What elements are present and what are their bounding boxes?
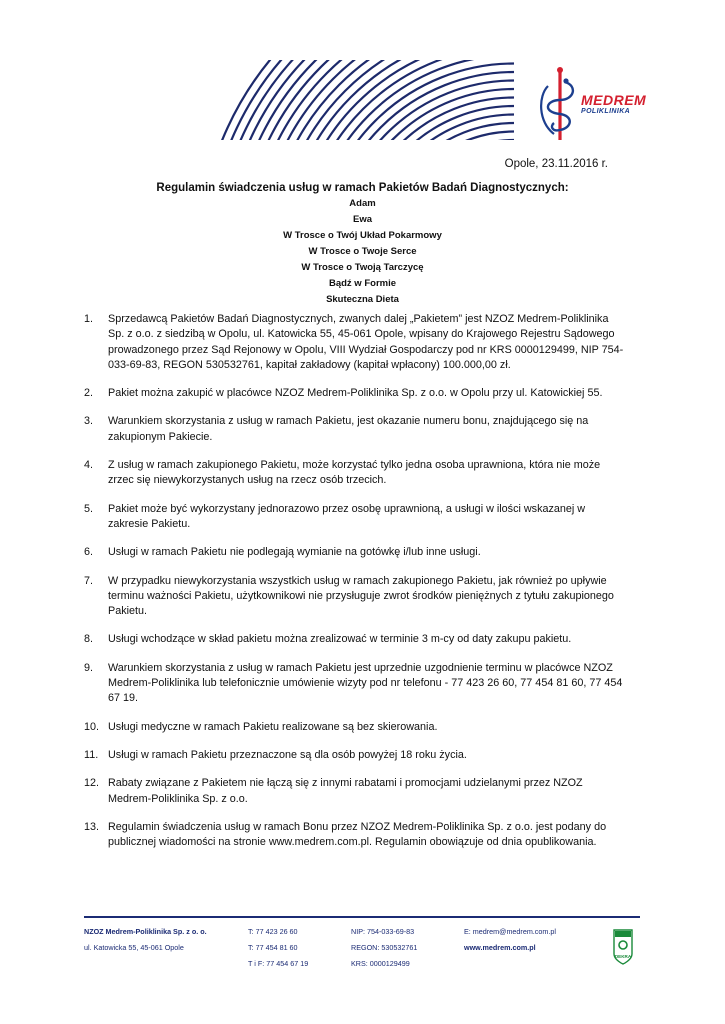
footer-nip: NIP: 754-033-69-83 [351, 927, 415, 936]
rule-text: Pakiet może być wykorzystany jednorazowo przez osobę uprawnioną, a usługi w ilości wskazanej w zakresie Pakietu. [108, 502, 586, 530]
logo-brand-text: MEDREM [581, 92, 647, 108]
rule-number: 13. [84, 820, 100, 833]
rule-number: 12. [84, 777, 100, 790]
title-heading: Regulamin świadczenia usług w ramach Pakietów Badań Diagnostycznych: [156, 182, 569, 194]
rule-number: 4. [84, 459, 94, 472]
rule-number: 10. [84, 720, 100, 733]
footer-regon: REGON: 530532761 [351, 943, 418, 952]
rule-number: 11. [84, 748, 99, 761]
rule-text: Sprzedawcą Pakietów Badań Diagnostycznych, zwanych dalej „Pakietem” jest NZOZ Medrem-Poliklinika Sp. z o.o. z siedzibą w Opolu, ul. Katowicka 55, 45-061 Opole, wpisany do Krajowego Rejestru Sądowego prowadzonego przez Sąd Rejonowy w Opolu, VIII Wydział Gospodarczy pod nr KRS 0000129499, NIP 754-033-69-83, REGON 530532761, kapitał zakładowy (kapitał wpłacony) 100.000,00 zł. [108, 313, 624, 371]
rule-number: 6. [84, 546, 94, 559]
rule-item [84, 386, 624, 401]
rule-text: Regulamin świadczenia usług w ramach Bonu przez NZOZ Medrem-Poliklinika Sp. z o.o. jest podany do publicznej wiadomości na stronie www.medrem.com.pl. Regulamin obowiązuje od dnia opublikowania. [108, 820, 607, 849]
rule-text: Warunkiem skorzystania z usług w ramach Pakietu, jest okazanie numeru bonu, znajdującego się na zakupionym Pakiecie. [108, 415, 589, 443]
rule-item [84, 545, 624, 560]
logo-wordmark [581, 93, 646, 116]
footer-company-name: NZOZ Medrem-Poliklinika Sp. z o. o. [84, 927, 207, 936]
rule-item [84, 458, 624, 489]
rule-item [84, 820, 624, 851]
rule-text: W przypadku niewykorzystania wszystkich usług w ramach zakupionego Pakietu, jak również po upływie terminu ważności Pakietu, użytkownikowi nie przysługuje zwrot środków pieniężnych z tytułu zakupionego Pakietu. [108, 574, 614, 618]
rule-item [84, 720, 624, 735]
package-name: Ewa [352, 214, 372, 225]
rule-number: 5. [84, 502, 94, 515]
rule-text: Usługi wchodzące w skład pakietu można zrealizować w terminie 3 m-cy od daty zakupu pakietu. [108, 633, 572, 646]
rule-item [84, 414, 624, 445]
rule-number: 1. [84, 313, 94, 325]
rules-list [84, 312, 624, 863]
rule-text: Usługi w ramach Pakietu przeznaczone są dla osób powyżej 18 roku życia. [108, 748, 467, 761]
footer-contact-column [464, 924, 556, 956]
footer-website-link[interactable]: www.medrem.com.pl [464, 943, 536, 952]
rule-number: 9. [84, 661, 94, 674]
footer-phone: T: 77 454 81 60 [248, 943, 298, 952]
footer-phone: T: 77 423 26 60 [248, 927, 298, 936]
rule-text: Usługi w ramach Pakietu nie podlegają wymianie na gotówkę i/lub inne usługi. [108, 546, 481, 559]
rule-item [84, 776, 624, 807]
rule-number: 7. [84, 574, 94, 587]
rule-number: 3. [84, 415, 94, 428]
footer-divider [84, 916, 640, 918]
letterhead [0, 0, 725, 150]
package-name: Adam [349, 198, 376, 209]
document-date: Opole, 23.11.2016 r. [504, 158, 608, 170]
rule-text: Pakiet można zakupić w placówce NZOZ Medrem-Poliklinika Sp. z o.o. w Opolu przy ul. Katowickiej 55. [108, 387, 603, 400]
package-name: W Trosce o Twoje Serce [308, 246, 417, 257]
footer-phone-column [248, 924, 308, 972]
logo-sub-text: POLIKLINIKA [581, 108, 631, 115]
rule-item [84, 661, 624, 707]
footer-company-column [84, 924, 207, 956]
document-title [0, 180, 725, 308]
package-name: W Trosce o Twoją Tarczycę [301, 262, 424, 273]
package-name: Skuteczna Dieta [326, 294, 399, 305]
rule-number: 8. [84, 633, 94, 646]
rule-text: Warunkiem skorzystania z usług w ramach Pakietu jest uprzednie uzgodnienie terminu w placówce NZOZ Medrem-Poliklinika lub telefonicznie umówienie wizyty pod nr telefonu - 77 423 26 60, 77 454 81 60, 77 454 67 19. [108, 661, 623, 705]
package-name: Bądź w Formie [328, 278, 397, 289]
dekra-label: DEKRA [614, 954, 632, 959]
rule-item [84, 502, 624, 533]
rule-number: 2. [84, 387, 94, 400]
wave-lines-decoration [84, 60, 514, 140]
rule-item [84, 632, 624, 647]
rule-text: Usługi medyczne w ramach Pakietu realizowane są bez skierowania. [108, 720, 438, 733]
rule-text: Rabaty związane z Pakietem nie łączą się z innymi rabatami i promocjami udzielanymi przez NZOZ Medrem-Poliklinika Sp. z o.o. [108, 777, 583, 805]
package-name: W Trosce o Twój Układ Pokarmowy [283, 230, 442, 241]
footer-email[interactable]: E: medrem@medrem.com.pl [464, 927, 556, 936]
dekra-certificate-badge [612, 928, 634, 966]
footer-phone-fax: T i F: 77 454 67 19 [248, 959, 309, 968]
footer-address: ul. Katowicka 55, 45-061 Opole [84, 943, 184, 952]
rule-item [84, 748, 624, 763]
footer-registry-column [351, 924, 417, 972]
wave-arc [360, 106, 514, 140]
rule-text: Z usług w ramach zakupionego Pakietu, może korzystać tylko jedna osoba uprawniona, która nie może zrzec się niewykorzystanych usług na rzecz osób trzecich. [108, 459, 601, 487]
rule-item [84, 312, 624, 373]
footer-krs: KRS: 0000129499 [351, 959, 410, 968]
rule-item [84, 574, 624, 620]
